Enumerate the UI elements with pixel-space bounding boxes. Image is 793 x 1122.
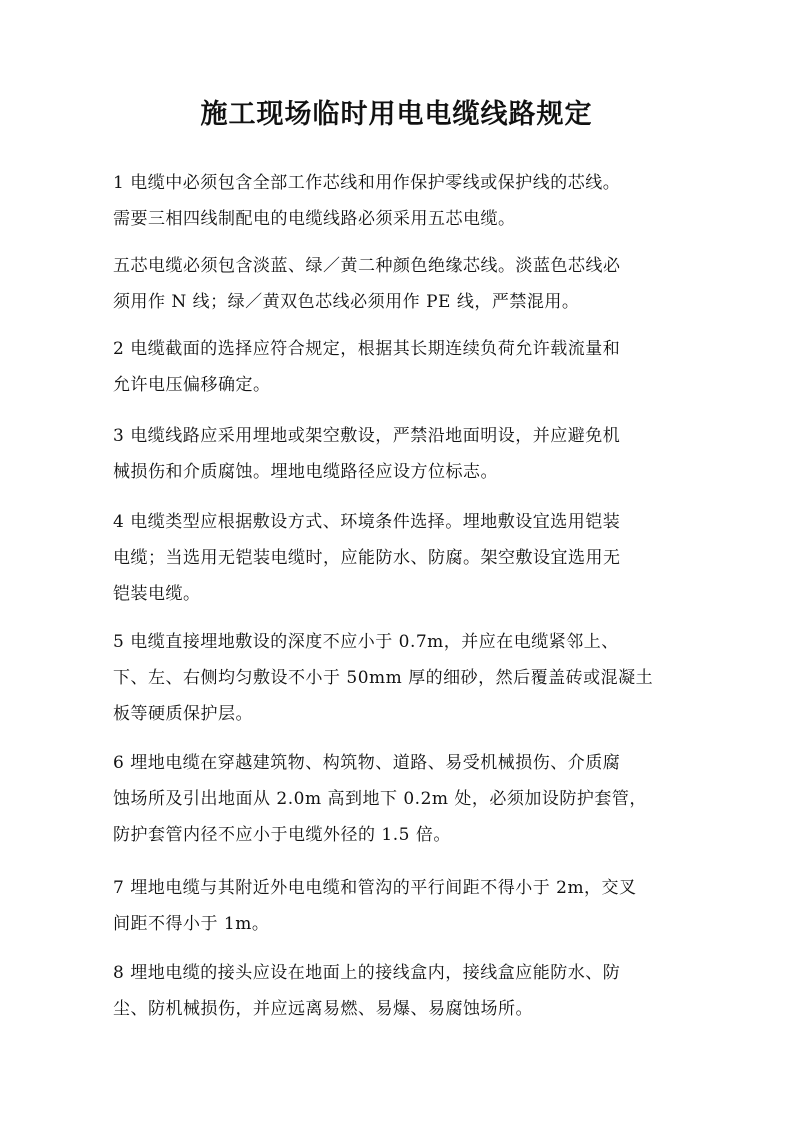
paragraph-line: 允许电压偏移确定。 xyxy=(113,375,271,395)
paragraph-line: 五芯电缆必须包含淡蓝、绿／黄二种颜色绝缘芯线。淡蓝色芯线必 xyxy=(113,256,621,276)
paragraph-line: 6 埋地电缆在穿越建筑物、构筑物、道路、易受机械损伤、介质腐 xyxy=(113,753,621,773)
paragraph-1 xyxy=(113,165,681,237)
paragraph-5 xyxy=(113,504,681,612)
paragraph-line: 间距不得小于 1m。 xyxy=(113,914,270,934)
paragraph-7 xyxy=(113,745,681,853)
paragraph-line: 需要三相四线制配电的电缆线路必须采用五芯电缆。 xyxy=(113,209,516,229)
paragraph-line: 8 埋地电缆的接头应设在地面上的接线盒内，接线盒应能防水、防 xyxy=(113,963,621,983)
paragraph-line: 尘、防机械损伤，并应远离易燃、易爆、易腐蚀场所。 xyxy=(113,999,533,1019)
paragraph-line: 防护套管内径不应小于电缆外径的 1.5 倍。 xyxy=(113,825,451,845)
paragraph-9 xyxy=(113,955,681,1027)
paragraph-line: 铠装电缆。 xyxy=(113,584,201,604)
paragraph-6 xyxy=(113,624,681,732)
paragraph-2 xyxy=(113,248,681,320)
paragraph-line: 械损伤和介质腐蚀。埋地电缆路径应设方位标志。 xyxy=(113,462,498,482)
paragraph-line: 1 电缆中必须包含全部工作芯线和用作保护零线或保护线的芯线。 xyxy=(113,173,621,193)
paragraph-line: 5 电缆直接埋地敷设的深度不应小于 0.7m，并应在电缆紧邻上、 xyxy=(113,632,619,652)
paragraph-line: 7 埋地电缆与其附近外电电缆和管沟的平行间距不得小于 2m，交叉 xyxy=(113,878,637,898)
paragraph-line: 电缆；当选用无铠装电缆时，应能防水、防腐。架空敷设宜选用无 xyxy=(113,548,621,568)
paragraph-line: 蚀场所及引出地面从 2.0m 高到地下 0.2m 处，必须加设防护套管， xyxy=(113,789,647,809)
paragraph-line: 下、左、右侧均匀敷设不小于 50mm 厚的细砂，然后覆盖砖或混凝土 xyxy=(113,668,654,688)
paragraph-line: 4 电缆类型应根据敷设方式、环境条件选择。埋地敷设宜选用铠装 xyxy=(113,512,621,532)
paragraph-line: 2 电缆截面的选择应符合规定，根据其长期连续负荷允许载流量和 xyxy=(113,339,621,359)
paragraph-4 xyxy=(113,418,681,490)
paragraph-line: 须用作 N 线；绿／黄双色芯线必须用作 PE 线，严禁混用。 xyxy=(113,292,580,312)
page-title: 施工现场临时用电电缆线路规定 xyxy=(200,99,593,130)
paragraph-8 xyxy=(113,870,681,942)
paragraph-3 xyxy=(113,331,681,403)
paragraph-line: 板等硬质保护层。 xyxy=(113,704,253,724)
paragraph-line: 3 电缆线路应采用埋地或架空敷设，严禁沿地面明设，并应避免机 xyxy=(113,426,621,446)
